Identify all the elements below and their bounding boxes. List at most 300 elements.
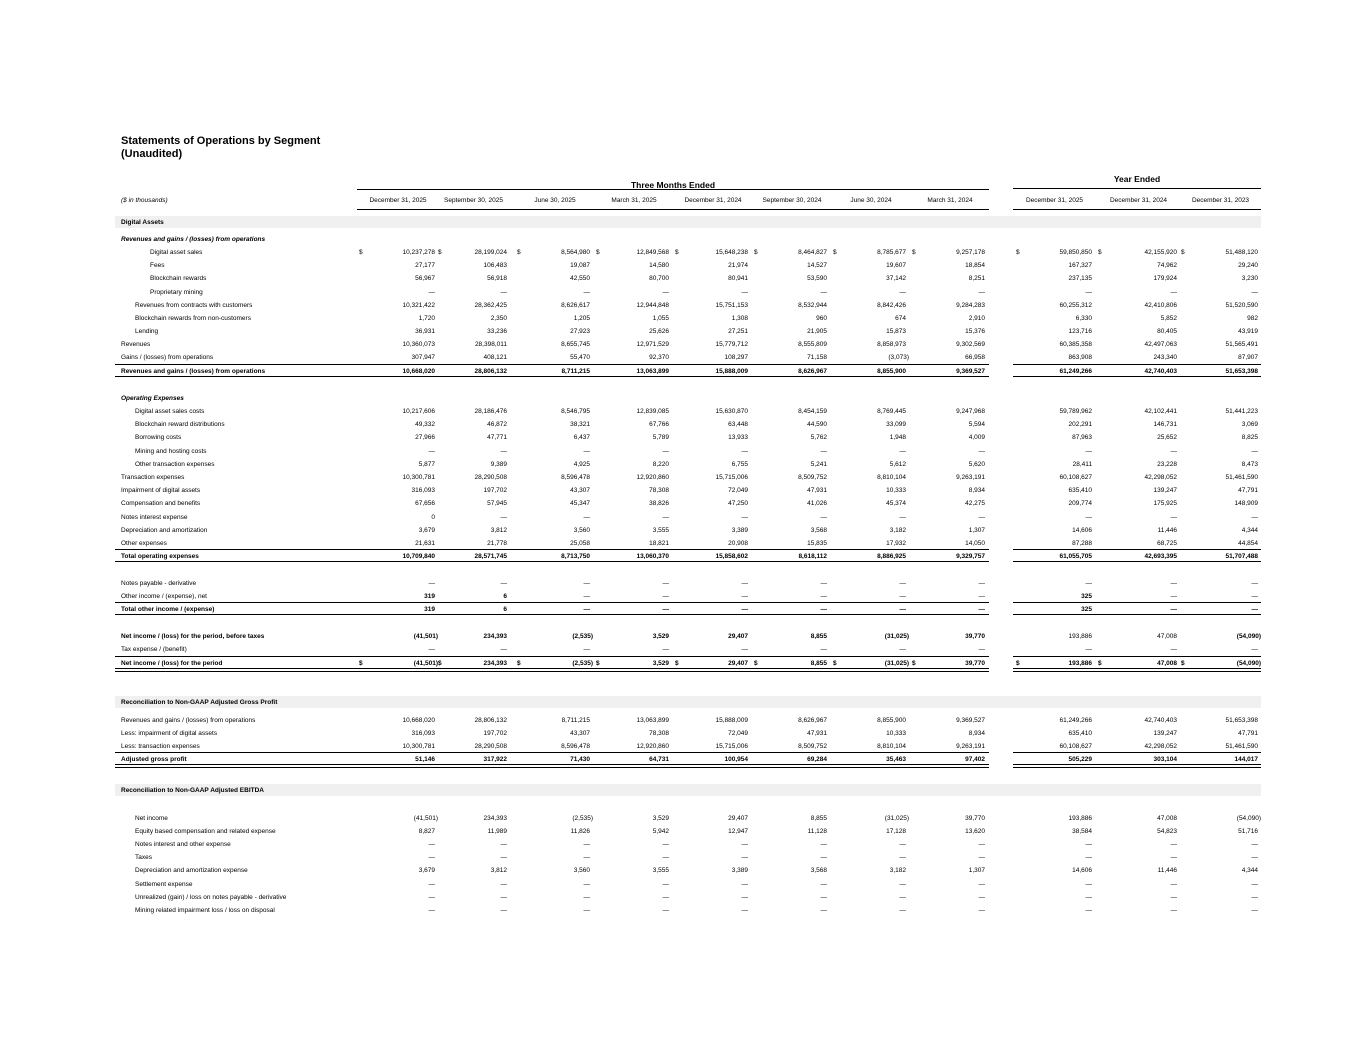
cell-value: (41,501) — [413, 815, 438, 822]
cell-value: (2,535) — [572, 815, 593, 822]
cell-value: 51,653,398 — [1225, 717, 1258, 724]
cell-value: 15,858,602 — [715, 553, 748, 560]
cell-value: 3,555 — [652, 527, 669, 534]
cell-value: 43,307 — [570, 730, 590, 737]
cell-value: 71,158 — [807, 354, 827, 361]
table-row — [0, 286, 1365, 299]
cell-value: 51,565,491 — [1225, 341, 1258, 348]
cell-value: 42,298,052 — [1144, 474, 1177, 481]
cell-value: 8,855 — [810, 633, 827, 640]
cell-value: 5,789 — [652, 434, 669, 441]
cell-value: 68,725 — [1157, 540, 1177, 547]
cell-value: — — [583, 907, 590, 914]
row-label: Total operating expenses — [121, 553, 199, 560]
cell-value: — — [1251, 841, 1258, 848]
cell-value: — — [1085, 580, 1092, 587]
cell-value: — — [978, 841, 985, 848]
cell-value: 179,924 — [1153, 275, 1177, 282]
cell-value: 29,407 — [728, 660, 748, 667]
cell-value: — — [428, 448, 435, 455]
table-row — [0, 891, 1365, 904]
row-double-rule — [1013, 764, 1261, 768]
cell-value: 8,711,215 — [561, 368, 590, 375]
cell-value: 8,532,944 — [798, 302, 827, 309]
cell-value: 28,199,024 — [474, 249, 507, 256]
cell-value: 9,263,191 — [956, 474, 985, 481]
cell-value: 59,850,850 — [1059, 249, 1092, 256]
cell-value: 25,652 — [1157, 434, 1177, 441]
cell-value: 41,026 — [807, 500, 827, 507]
cell-value: 5,620 — [968, 461, 985, 468]
cell-value: — — [1251, 448, 1258, 455]
cell-value: 202,291 — [1068, 421, 1092, 428]
statement-title — [121, 135, 320, 161]
row-label: Revenues and gains / (losses) from operations — [121, 717, 256, 724]
cell-value: 6,755 — [731, 461, 748, 468]
cell-value: 47,931 — [807, 730, 827, 737]
table-row — [0, 524, 1365, 537]
dollar-sign: $ — [517, 249, 521, 256]
cell-value: 11,446 — [1157, 867, 1177, 874]
cell-value: — — [1170, 580, 1177, 587]
dollar-sign: $ — [517, 660, 521, 667]
cell-value: 9,329,757 — [956, 553, 985, 560]
cell-value: 319 — [424, 593, 435, 600]
cell-value: 55,470 — [570, 354, 590, 361]
cell-value: — — [899, 580, 906, 587]
cell-value: 42,693,395 — [1144, 553, 1177, 560]
dollar-sign: $ — [912, 660, 916, 667]
row-label: Blockchain rewards from non-customers — [135, 315, 251, 322]
cell-value: 25,626 — [649, 328, 669, 335]
dollar-sign: $ — [833, 249, 837, 256]
cell-value: 14,606 — [1072, 867, 1092, 874]
cell-value: — — [1170, 606, 1177, 613]
cell-value: — — [978, 854, 985, 861]
row-label: Digital asset sales costs — [135, 408, 205, 415]
cell-value: — — [500, 580, 507, 587]
cell-value: 78,308 — [649, 730, 669, 737]
cell-value: — — [428, 881, 435, 888]
table-row — [0, 904, 1365, 917]
cell-value: 51,461,590 — [1225, 743, 1258, 750]
section-heading — [0, 216, 1365, 229]
cell-value: 6,437 — [573, 434, 590, 441]
cell-value: 8,546,795 — [561, 408, 590, 415]
cell-value: — — [978, 514, 985, 521]
row-label: Blockchain reward distributions — [135, 421, 225, 428]
cell-value: (41,501) — [413, 660, 438, 667]
cell-value: — — [1251, 580, 1258, 587]
cell-value: 12,920,860 — [636, 743, 669, 750]
cell-value: 29,240 — [1238, 262, 1258, 269]
cell-value: 8,827 — [418, 828, 435, 835]
cell-value: 13,620 — [965, 828, 985, 835]
cell-value: — — [820, 854, 827, 861]
cell-value: 27,923 — [570, 328, 590, 335]
cell-value: 144,017 — [1234, 756, 1258, 763]
cell-value: 47,250 — [728, 500, 748, 507]
subsection-heading — [0, 392, 1365, 405]
cell-value: — — [1251, 289, 1258, 296]
cell-value: 8,509,752 — [798, 474, 827, 481]
cell-value: 146,731 — [1153, 421, 1177, 428]
cell-value: 8,858,973 — [877, 341, 906, 348]
cell-value: 10,237,278 — [402, 249, 435, 256]
cell-value: (54,090) — [1236, 815, 1261, 822]
cell-value: 21,974 — [728, 262, 748, 269]
cell-value: — — [662, 646, 669, 653]
cell-value: 8,934 — [968, 487, 985, 494]
cell-value: 3,568 — [810, 867, 827, 874]
cell-value: 49,332 — [415, 421, 435, 428]
cell-value: 8,825 — [1241, 434, 1258, 441]
cell-value: 72,049 — [728, 487, 748, 494]
cell-value: 4,009 — [968, 434, 985, 441]
cell-value: 12,849,568 — [636, 249, 669, 256]
cell-value: 56,918 — [487, 275, 507, 282]
cell-value: 237,135 — [1068, 275, 1092, 282]
cell-value: — — [820, 289, 827, 296]
cell-value: 100,954 — [724, 756, 748, 763]
cell-value: 10,300,781 — [402, 474, 435, 481]
table-row — [0, 431, 1365, 444]
row-top-rule — [1013, 752, 1261, 753]
cell-value: 123,716 — [1068, 328, 1092, 335]
cell-value: 15,648,238 — [715, 249, 748, 256]
cell-value: — — [978, 894, 985, 901]
cell-value: 43,919 — [1238, 328, 1258, 335]
cell-value: 11,826 — [570, 828, 590, 835]
cell-value: 60,108,627 — [1059, 743, 1092, 750]
cell-value: 1,948 — [889, 434, 906, 441]
row-bottom-rule — [115, 614, 989, 615]
cell-value: 505,229 — [1068, 756, 1092, 763]
cell-value: 47,791 — [1238, 487, 1258, 494]
cell-value: 108,297 — [724, 354, 748, 361]
cell-value: — — [978, 907, 985, 914]
cell-value: 408,121 — [483, 354, 507, 361]
table-row — [0, 714, 1365, 727]
table-row — [0, 418, 1365, 431]
cell-value: — — [662, 514, 669, 521]
row-label: Mining related impairment loss / loss on disposal — [135, 907, 275, 914]
row-label: Transaction expenses — [121, 474, 185, 481]
cell-value: 15,751,153 — [715, 302, 748, 309]
cell-value: 43,307 — [570, 487, 590, 494]
cell-value: 5,612 — [889, 461, 906, 468]
row-label: Notes interest and other expense — [135, 841, 231, 848]
section-heading-label: Reconciliation to Non-GAAP Adjusted EBITDA — [121, 787, 265, 794]
row-top-rule — [115, 752, 989, 753]
cell-value: 28,290,508 — [474, 743, 507, 750]
cell-value: 12,947 — [728, 828, 748, 835]
cell-value: 42,298,052 — [1144, 743, 1177, 750]
cell-value: 51,441,223 — [1225, 408, 1258, 415]
cell-value: 8,810,104 — [877, 474, 906, 481]
cell-value: 2,350 — [490, 315, 507, 322]
subsection-heading — [0, 233, 1365, 246]
cell-value: 5,852 — [1160, 315, 1177, 322]
cell-value: — — [662, 907, 669, 914]
table-row — [0, 497, 1365, 510]
dollar-sign: $ — [596, 249, 600, 256]
cell-value: 15,376 — [965, 328, 985, 335]
cell-value: — — [899, 606, 906, 613]
cell-value: — — [899, 854, 906, 861]
cell-value: 9,263,191 — [956, 743, 985, 750]
column-header-rule-quarters — [357, 209, 989, 210]
cell-value: — — [1251, 514, 1258, 521]
cell-value: 44,590 — [807, 421, 827, 428]
cell-value: 37,142 — [886, 275, 906, 282]
cell-value: 12,971,529 — [636, 341, 669, 348]
row-double-rule — [1013, 668, 1261, 672]
cell-value: 29,407 — [728, 633, 748, 640]
cell-value: 35,463 — [886, 756, 906, 763]
cell-value: 4,344 — [1241, 527, 1258, 534]
cell-value: 28,398,011 — [474, 341, 507, 348]
cell-value: — — [978, 289, 985, 296]
table-row — [0, 312, 1365, 325]
cell-value: 20,908 — [728, 540, 748, 547]
cell-value: — — [899, 448, 906, 455]
cell-value: 44,854 — [1238, 540, 1258, 547]
cell-value: 6 — [503, 593, 507, 600]
cell-value: — — [820, 448, 827, 455]
cell-value: 39,770 — [965, 633, 985, 640]
cell-value: 38,321 — [570, 421, 590, 428]
cell-value: 13,063,899 — [636, 368, 669, 375]
dollar-sign: $ — [359, 660, 363, 667]
cell-value: 78,308 — [649, 487, 669, 494]
cell-value: — — [899, 841, 906, 848]
cell-value: 12,920,860 — [636, 474, 669, 481]
table-row — [0, 577, 1365, 590]
column-header-6: June 30, 2024 — [850, 197, 892, 204]
cell-value: 5,877 — [418, 461, 435, 468]
cell-value: 19,087 — [570, 262, 590, 269]
cell-value: — — [741, 580, 748, 587]
cell-value: 71,430 — [570, 756, 590, 763]
cell-value: 13,933 — [728, 434, 748, 441]
column-header-10: December 31, 2023 — [1191, 197, 1250, 204]
cell-value: 10,360,073 — [402, 341, 435, 348]
section-heading — [0, 696, 1365, 709]
cell-value: 982 — [1247, 315, 1258, 322]
table-row — [0, 630, 1365, 643]
cell-value: 13,060,370 — [636, 553, 669, 560]
cell-value: 47,931 — [807, 487, 827, 494]
cell-value: 193,886 — [1068, 660, 1092, 667]
cell-value: 8,934 — [968, 730, 985, 737]
cell-value: (41,501) — [413, 633, 438, 640]
cell-value: 61,055,705 — [1059, 553, 1092, 560]
cell-value: — — [428, 646, 435, 653]
cell-value: 193,886 — [1068, 633, 1092, 640]
cell-value: 28,806,132 — [474, 368, 507, 375]
cell-value: 60,385,358 — [1059, 341, 1092, 348]
cell-value: 8,855 — [810, 815, 827, 822]
dollar-sign: $ — [438, 660, 442, 667]
cell-value: — — [820, 580, 827, 587]
row-bottom-rule — [1013, 561, 1261, 562]
cell-value: 12,944,848 — [636, 302, 669, 309]
cell-value: 1,055 — [652, 315, 669, 322]
cell-value: 42,410,806 — [1144, 302, 1177, 309]
table-row — [0, 838, 1365, 851]
cell-value: — — [1170, 514, 1177, 521]
cell-value: 14,580 — [649, 262, 669, 269]
cell-value: 5,241 — [810, 461, 827, 468]
dollar-sign: $ — [359, 249, 363, 256]
cell-value: — — [899, 593, 906, 600]
dollar-sign: $ — [833, 660, 837, 667]
cell-value: — — [899, 646, 906, 653]
cell-value: 80,700 — [649, 275, 669, 282]
table-row — [0, 864, 1365, 877]
row-label: Equity based compensation and related expense — [135, 828, 276, 835]
cell-value: — — [1251, 606, 1258, 613]
row-label: Less: impairment of digital assets — [121, 730, 218, 737]
dollar-sign: $ — [675, 660, 679, 667]
cell-value: 15,835 — [807, 540, 827, 547]
cell-value: 38,826 — [649, 500, 669, 507]
table-row — [0, 246, 1365, 259]
cell-value: 17,128 — [886, 828, 906, 835]
cell-value: 47,791 — [1238, 730, 1258, 737]
cell-value: — — [428, 894, 435, 901]
row-top-rule — [1013, 656, 1261, 657]
cell-value: 3,529 — [652, 660, 669, 667]
cell-value: 97,402 — [965, 756, 985, 763]
cell-value: 67,766 — [649, 421, 669, 428]
cell-value: 47,008 — [1157, 633, 1177, 640]
cell-value: 47,771 — [487, 434, 507, 441]
cell-value: 1,205 — [573, 315, 590, 322]
cell-value: 17,932 — [886, 540, 906, 547]
cell-value: 21,905 — [807, 328, 827, 335]
cell-value: — — [583, 894, 590, 901]
cell-value: 61,249,266 — [1059, 717, 1092, 724]
cell-value: 8,626,967 — [798, 717, 827, 724]
cell-value: 9,257,178 — [956, 249, 985, 256]
cell-value: 0 — [431, 514, 435, 521]
cell-value: — — [428, 841, 435, 848]
cell-value: (54,090) — [1236, 660, 1261, 667]
cell-value: 11,128 — [807, 828, 827, 835]
row-bottom-rule — [1013, 614, 1261, 615]
cell-value: 8,855,900 — [877, 717, 906, 724]
cell-value: 9,369,527 — [956, 717, 985, 724]
cell-value: 960 — [816, 315, 827, 322]
cell-value: — — [583, 881, 590, 888]
cell-value: 8,886,925 — [877, 553, 906, 560]
cell-value: 8,655,745 — [561, 341, 590, 348]
table-row — [0, 511, 1365, 524]
dollar-sign: $ — [438, 249, 442, 256]
cell-value: 8,618,112 — [798, 553, 827, 560]
cell-value: 3,069 — [1241, 421, 1258, 428]
cell-value: 27,251 — [728, 328, 748, 335]
cell-value: 36,931 — [415, 328, 435, 335]
cell-value: — — [583, 646, 590, 653]
cell-value: 9,369,527 — [956, 368, 985, 375]
cell-value: 635,410 — [1068, 730, 1092, 737]
cell-value: 9,247,968 — [956, 408, 985, 415]
row-label: Gains / (losses) from operations — [121, 354, 214, 361]
cell-value: 9,302,569 — [956, 341, 985, 348]
cell-value: — — [1170, 907, 1177, 914]
cell-value: — — [978, 646, 985, 653]
cell-value: — — [978, 448, 985, 455]
cell-value: 13,063,899 — [636, 717, 669, 724]
cell-value: 106,483 — [483, 262, 507, 269]
cell-value: 8,626,967 — [798, 368, 827, 375]
cell-value: 139,247 — [1153, 730, 1177, 737]
cell-value: 87,963 — [1072, 434, 1092, 441]
cell-value: 8,564,980 — [561, 249, 590, 256]
cell-value: — — [1170, 841, 1177, 848]
cell-value: — — [1170, 448, 1177, 455]
cell-value: 635,410 — [1068, 487, 1092, 494]
row-label: Other transaction expenses — [135, 461, 215, 468]
table-row — [0, 643, 1365, 656]
cell-value: — — [500, 854, 507, 861]
table-row — [0, 272, 1365, 285]
cell-value: 33,236 — [487, 328, 507, 335]
cell-value: 139,247 — [1153, 487, 1177, 494]
cell-value: 8,842,426 — [877, 302, 906, 309]
cell-value: 45,347 — [570, 500, 590, 507]
cell-value: 2,910 — [968, 315, 985, 322]
cell-value: 61,249,266 — [1059, 368, 1092, 375]
cell-value: 10,668,020 — [402, 717, 435, 724]
column-header-1: September 30, 2025 — [444, 197, 503, 204]
cell-value: 15,715,006 — [715, 474, 748, 481]
cell-value: — — [500, 289, 507, 296]
cell-value: 60,108,627 — [1059, 474, 1092, 481]
cell-value: 14,606 — [1072, 527, 1092, 534]
row-label: Taxes — [135, 854, 152, 861]
cell-value: — — [1085, 646, 1092, 653]
cell-value: 8,711,215 — [561, 717, 590, 724]
cell-value: — — [899, 289, 906, 296]
cell-value: 234,393 — [483, 633, 507, 640]
cell-value: — — [662, 593, 669, 600]
cell-value: 42,155,920 — [1144, 249, 1177, 256]
cell-value: 8,473 — [1241, 461, 1258, 468]
cell-value: 3,182 — [889, 867, 906, 874]
cell-value: — — [500, 646, 507, 653]
cell-value: — — [1085, 514, 1092, 521]
cell-value: 167,327 — [1068, 262, 1092, 269]
cell-value: — — [899, 881, 906, 888]
column-header-9: December 31, 2024 — [1109, 197, 1168, 204]
cell-value: 9,389 — [490, 461, 507, 468]
cell-value: — — [741, 289, 748, 296]
cell-value: 11,989 — [487, 828, 507, 835]
table-row — [0, 259, 1365, 272]
cell-value: 863,908 — [1068, 354, 1092, 361]
cell-value: 193,886 — [1068, 815, 1092, 822]
three-months-rule — [357, 189, 989, 190]
cell-value: 46,872 — [487, 421, 507, 428]
column-header-3: March 31, 2025 — [611, 197, 657, 204]
statement-title-text: Statements of Operations by Segment — [121, 135, 321, 147]
cell-value: — — [1170, 854, 1177, 861]
cell-value: — — [583, 580, 590, 587]
